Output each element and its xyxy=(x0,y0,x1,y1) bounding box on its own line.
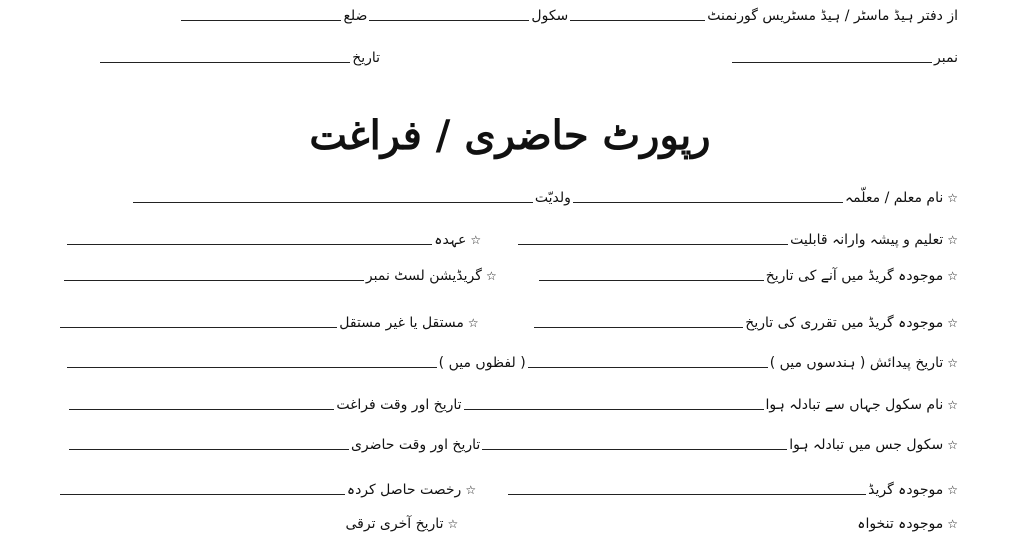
dob-words-label: ( لفظوں میں ) xyxy=(438,355,526,371)
grade-appoint-date-blank[interactable] xyxy=(534,326,743,328)
grade-join-date-blank[interactable] xyxy=(539,279,764,281)
education-blank[interactable] xyxy=(518,243,788,245)
current-salary-label: موجودہ تنخواہ xyxy=(857,516,944,532)
form-row xyxy=(60,397,960,413)
education-label: تعلیم و پیشہ وارانہ قابلیت xyxy=(790,232,944,248)
district-blank[interactable] xyxy=(181,19,341,21)
star-icon: ☆ xyxy=(947,517,958,531)
form-row xyxy=(60,190,960,206)
gradation-no-label: گریڈیشن لسٹ نمبر xyxy=(365,268,482,284)
form-row xyxy=(60,516,960,532)
parentage-blank[interactable] xyxy=(133,201,533,203)
transfer-from-blank[interactable] xyxy=(464,408,764,410)
header-row-1 xyxy=(60,8,960,24)
post-blank[interactable] xyxy=(67,243,432,245)
star-icon: ☆ xyxy=(947,483,958,497)
relieve-datetime-blank[interactable] xyxy=(69,408,334,410)
star-icon: ☆ xyxy=(485,269,497,283)
district-label: ضلع xyxy=(343,8,368,24)
star-icon: ☆ xyxy=(447,517,459,531)
star-icon: ☆ xyxy=(470,233,482,247)
form-row xyxy=(60,437,960,453)
transfer-to-blank[interactable] xyxy=(482,448,787,450)
gradation-no-blank[interactable] xyxy=(64,279,364,281)
dob-words-blank[interactable] xyxy=(67,366,437,368)
relieve-datetime-label: تاریخ اور وقت فراغت xyxy=(336,397,462,413)
teacher-name-blank[interactable] xyxy=(573,201,843,203)
transfer-from-label: نام سکول جہاں سے تبادلہ ہوا xyxy=(765,397,944,413)
school-label: سکول xyxy=(531,8,569,24)
join-datetime-blank[interactable] xyxy=(69,448,349,450)
star-icon: ☆ xyxy=(947,316,958,330)
number-label: نمبر xyxy=(934,50,958,66)
star-icon: ☆ xyxy=(467,316,479,330)
form-row xyxy=(60,232,960,248)
post-label: عہدہ xyxy=(434,232,467,248)
form-row xyxy=(60,315,960,331)
grade-join-date-label: موجودہ گریڈ میں آنے کی تاریخ xyxy=(765,268,944,284)
form-row xyxy=(60,482,960,498)
current-grade-blank[interactable] xyxy=(508,493,867,495)
permanent-label: مستقل یا غیر مستقل xyxy=(339,315,464,331)
star-icon: ☆ xyxy=(947,438,958,452)
star-icon: ☆ xyxy=(465,483,477,497)
office-label: از دفتر ہیڈ ماسٹر / ہیڈ مسٹریس گورنمنٹ xyxy=(707,8,958,24)
star-icon: ☆ xyxy=(947,191,958,205)
grade-appoint-date-label: موجودہ گریڈ میں تقرری کی تاریخ xyxy=(745,315,944,331)
star-icon: ☆ xyxy=(947,398,958,412)
current-grade-label: موجودہ گریڈ xyxy=(868,482,944,498)
date-blank[interactable] xyxy=(100,61,350,63)
form-row xyxy=(60,268,960,284)
number-blank[interactable] xyxy=(732,61,932,63)
last-increment-label: تاریخ آخری ترقی xyxy=(345,516,444,532)
star-icon: ☆ xyxy=(947,356,958,370)
form-row xyxy=(60,355,960,371)
page-title: رپورٹ حاضری / فراغت xyxy=(309,112,711,159)
permanent-blank[interactable] xyxy=(60,326,337,328)
join-datetime-label: تاریخ اور وقت حاضری xyxy=(350,437,481,453)
teacher-name-label: نام معلم / معلّمہ xyxy=(844,190,944,206)
star-icon: ☆ xyxy=(947,233,958,247)
office-blank[interactable] xyxy=(570,19,705,21)
header-row-2 xyxy=(60,50,960,66)
parentage-label: ولدیّت xyxy=(534,190,571,206)
date-label: تاریخ xyxy=(352,50,381,66)
star-icon: ☆ xyxy=(947,269,958,283)
dob-label: تاریخ پیدائش ( ہندسوں میں ) xyxy=(769,355,944,371)
leave-taken-label: رخصت حاصل کردہ xyxy=(346,482,462,498)
transfer-to-label: سکول جس میں تبادلہ ہوا xyxy=(789,437,944,453)
school-blank[interactable] xyxy=(369,19,529,21)
leave-taken-blank[interactable] xyxy=(60,493,345,495)
dob-digits-blank[interactable] xyxy=(528,366,768,368)
